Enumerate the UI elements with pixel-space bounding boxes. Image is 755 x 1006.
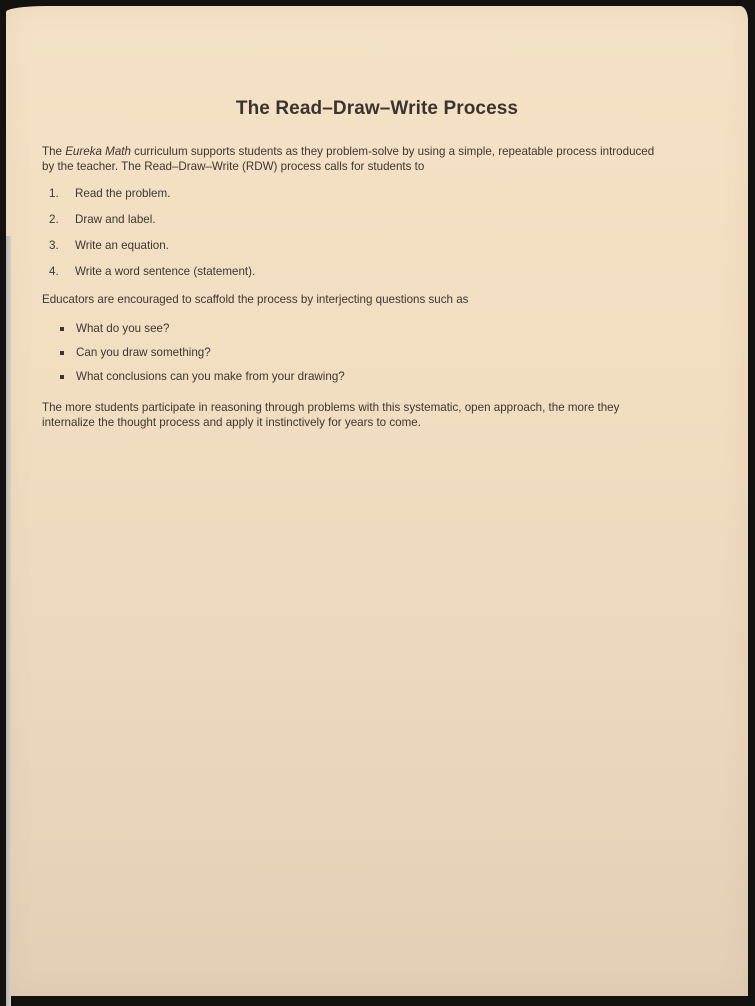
- square-bullet-icon: [60, 375, 64, 379]
- closing-paragraph: The more students participate in reasoning through problems with this systematic, open approach, the more they internalize the thought process and apply it instinctively for years to come.: [42, 401, 620, 429]
- intro-suffix: curriculum supports students as they problem-solve by using a simple, repeatable process introduced by the teacher. The Read–Draw–Write (RDW) process calls for students to: [42, 145, 655, 173]
- question-text: What conclusions can you make from your drawing?: [76, 370, 345, 383]
- step-number: 4.: [49, 265, 59, 278]
- page-title: The Read–Draw–Write Process: [235, 98, 519, 119]
- question-text: What do you see?: [76, 322, 170, 335]
- step-text: Write an equation.: [75, 239, 169, 252]
- list-item: [60, 322, 345, 346]
- step-number: 3.: [49, 239, 59, 252]
- step-number: 2.: [49, 213, 59, 226]
- square-bullet-icon: [60, 327, 64, 331]
- list-item: [49, 213, 255, 239]
- document-page: [6, 6, 748, 996]
- step-text: Draw and label.: [75, 213, 156, 226]
- scaffold-paragraph: Educators are encouraged to scaffold the process by interjecting questions such as: [42, 293, 469, 306]
- list-item: [60, 346, 345, 370]
- step-text: Write a word sentence (statement).: [75, 265, 256, 278]
- question-text: Can you draw something?: [76, 346, 211, 359]
- step-number: 1.: [49, 187, 59, 200]
- intro-emphasis: Eureka Math: [65, 145, 131, 158]
- intro-prefix: The: [42, 145, 66, 158]
- questions-list: [60, 322, 345, 394]
- list-item: [60, 370, 345, 394]
- list-item: [49, 239, 255, 265]
- rdw-steps-list: [49, 187, 255, 291]
- page-binding-edge: [6, 236, 11, 1006]
- intro-paragraph: [42, 144, 662, 174]
- square-bullet-icon: [60, 351, 64, 355]
- list-item: [49, 265, 255, 291]
- list-item: [49, 187, 255, 213]
- step-text: Read the problem.: [75, 187, 171, 200]
